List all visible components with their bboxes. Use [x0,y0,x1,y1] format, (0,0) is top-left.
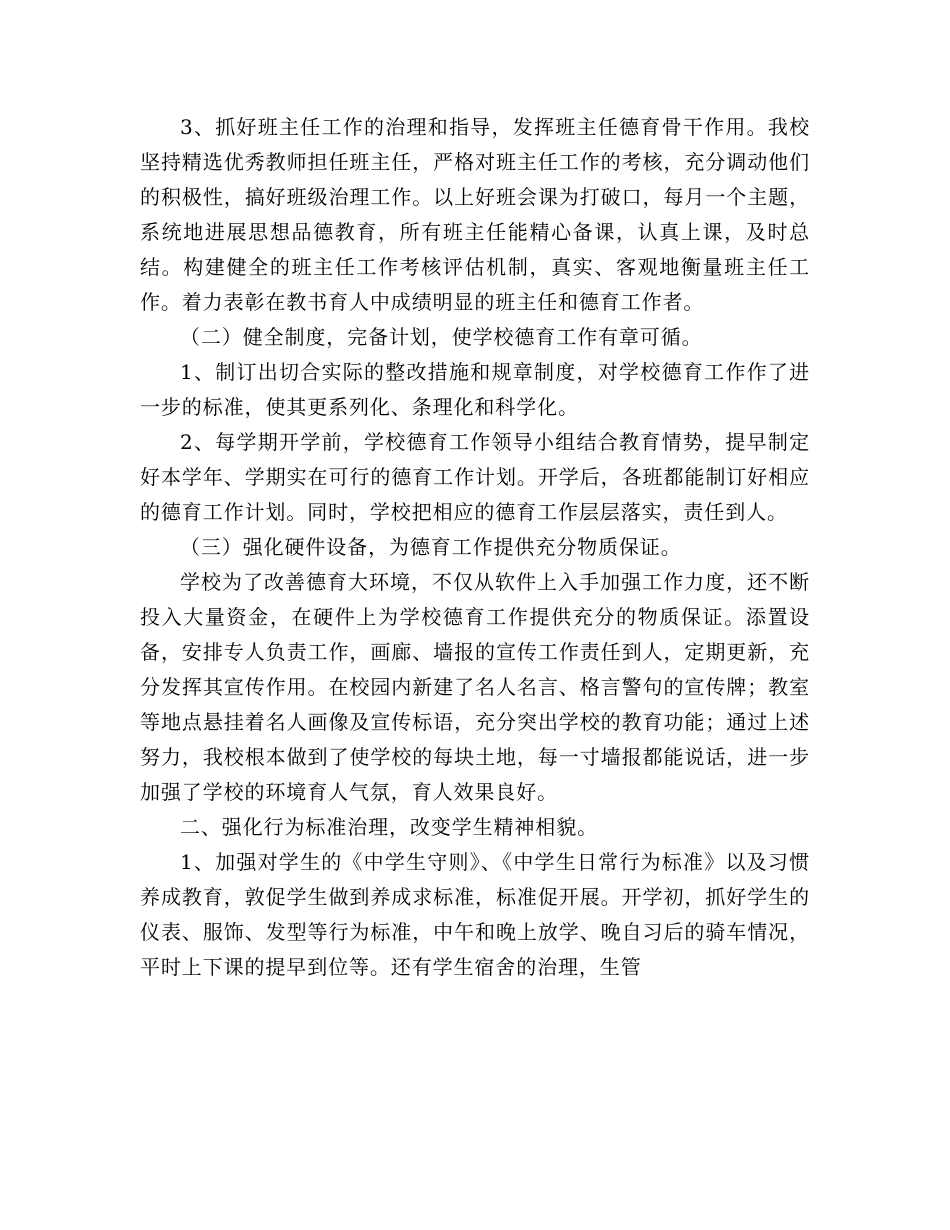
document-body [140,110,810,985]
paragraph-student-code: 1、加强对学生的《中学生守则》、《中学生日常行为标准》以及习惯养成教育，敦促学生做到养成求标准，标准促开展。开学初，抓好学生的仪表、服饰、发型等行为标准，中午和晚上放学、晚自习后的骑车情况，平时上下课的提早到位等。还有学生宿舍的治理，生管 [140,850,810,979]
heading-hardware-facilities: （三）强化硬件设备，为德育工作提供充分物质保证。 [180,535,682,559]
paragraph-rules-and-measures: 1、制订出切合实际的整改措施和规章制度，对学校德育工作作了进一步的标准，使其更系列化、条理化和科学化。 [140,360,810,419]
paragraph-class-teacher-guidance: 3、抓好班主任工作的治理和指导，发挥班主任德育骨干作用。我校坚持精选优秀教师担任班主任，严格对班主任工作的考核，充分调动他们的积极性，搞好班级治理工作。以上好班会课为打破口，每月一个主题，系统地进展思想品德教育，所有班主任能精心备课，认真上课，及时总结。构建健全的班主任工作考核评估机制，真实、客观地衡量班主任工作。着力表彰在教书育人中成绩明显的班主任和德育工作者。 [140,115,810,314]
heading-behavior-standards: 二、强化行为标准治理，改变学生精神相貌。 [180,815,598,839]
paragraph-investment-environment: 学校为了改善德育大环境，不仅从软件上入手加强工作力度，还不断投入大量资金，在硬件上为学校德育工作提供充分的物质保证。添置设备，安排专人负责工作，画廊、墙报的宣传工作责任到人，定期更新，充分发挥其宣传作用。在校园内新建了名人名言、格言警句的宣传牌；教室等地点悬挂着名人画像及宣传标语，充分突出学校的教育功能；通过上述努力，我校根本做到了使学校的每块土地，每一寸墙报都能说话，进一步加强了学校的环境育人气氛，育人效果良好。 [140,570,810,804]
paragraph-semester-plan: 2、每学期开学前，学校德育工作领导小组结合教育情势，提早制定好本学年、学期实在可行的德育工作计划。开学后，各班都能制订好相应的德育工作计划。同时，学校把相应的德育工作层层落实，责任到人。 [140,430,810,524]
heading-sound-system: （二）健全制度，完备计划，使学校德育工作有章可循。 [180,325,703,349]
